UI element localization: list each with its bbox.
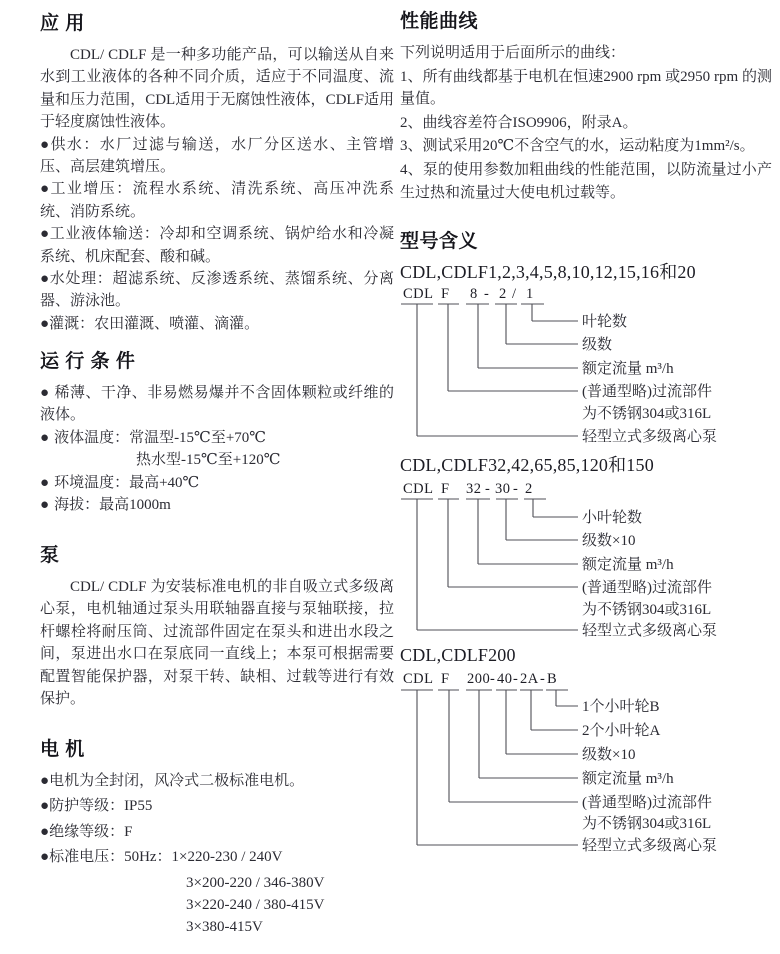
bullet-text: 液体温度：常温型-15℃至+70℃ — [54, 429, 267, 446]
model-code-part: - — [540, 671, 546, 687]
section-performance-curves — [400, 10, 772, 205]
bullet-icon: ● — [40, 849, 50, 866]
bullet-icon: ● — [40, 474, 50, 491]
application-intro: CDL/ CDLF 是一种多功能产品，可以输送从自来水到工业液体的各种不同介质，适应于不同温度、流量和压力范围，CDL适用于无腐蚀性液体，CDLF适用于轻度腐蚀性液体。 — [40, 47, 394, 131]
section-pump — [40, 544, 394, 710]
application-heading: 应 用 — [40, 13, 85, 34]
connector-lines — [401, 690, 578, 845]
model-label: 额定流量 m³/h — [582, 361, 674, 377]
application-bullet — [40, 268, 394, 313]
model-label: 级数 — [582, 337, 613, 353]
model-code-part: 1 — [526, 286, 534, 302]
model-label: 级数×10 — [582, 533, 636, 549]
model-label: (普通型略)过流部件 — [582, 795, 712, 811]
bullet-icon: ● — [40, 315, 50, 332]
bullet-icon: ● — [40, 226, 50, 243]
bullet-text: 标准电压：50Hz：1×220-230 / 240V — [49, 849, 283, 866]
bullet-text: 工业增压：流程水系统、清洗系统、高压冲洗系统、消防系统。 — [40, 181, 394, 220]
bullet-text: 电机为全封闭，风冷式二极标准电机。 — [49, 773, 305, 789]
model-label: 轻型立式多级离心泵 — [582, 429, 718, 445]
model-label: 为不锈钢304或316L — [582, 406, 712, 422]
bullet-icon: ● — [40, 271, 50, 288]
connector-lines — [401, 304, 578, 436]
model-code-part: 32 — [466, 481, 482, 497]
model-label: (普通型略)过流部件 — [582, 580, 712, 596]
model-code-part: CDL — [403, 671, 434, 687]
application-bullet — [40, 223, 394, 268]
motor-bullet — [40, 770, 394, 792]
section-motor — [40, 738, 394, 939]
motor-voltage-line: 3×220-240 / 380-415V — [186, 896, 325, 913]
motor-bullet — [40, 795, 394, 817]
model-code-part: - — [513, 481, 519, 497]
model-code-part: F — [441, 481, 450, 497]
section-model-designation — [400, 230, 772, 853]
application-bullet — [40, 134, 394, 179]
motor-bullet — [40, 846, 394, 868]
curves-intro: 下列说明适用于后面所示的曲线： — [400, 45, 626, 61]
model-code-part: 2 — [525, 481, 533, 497]
bullet-text: 水处理：超滤系统、反渗透系统、蒸馏系统、分离器、游泳池。 — [40, 271, 394, 310]
model-labels — [582, 698, 717, 853]
motor-voltage-line: 3×200-220 / 346-380V — [186, 874, 325, 891]
bullet-icon: ● — [40, 798, 50, 815]
operating-bullet — [40, 427, 394, 449]
bullet-text: 稀薄、干净、非易燃易爆并不含固体颗粒或纤维的液体。 — [40, 385, 394, 424]
bullet-icon: ● — [40, 385, 50, 401]
model-code-part: / — [512, 286, 517, 302]
section-operating-conditions — [40, 350, 394, 516]
model-label: 额定流量 m³/h — [582, 557, 674, 573]
model-labels — [582, 509, 717, 639]
model-code-part: - — [484, 286, 490, 302]
model-code-part: - — [490, 671, 496, 687]
model-code-part: 2 — [499, 286, 507, 302]
bullet-icon: ● — [40, 497, 50, 514]
operating-bullet — [40, 472, 394, 494]
model-code-diagram-3 — [400, 667, 772, 853]
model-label: 轻型立式多级离心泵 — [582, 838, 718, 853]
model-code-diagram-1 — [400, 284, 772, 449]
operating-bullet — [40, 382, 394, 427]
model-code-part: F — [441, 286, 450, 302]
model-code-part: - — [485, 481, 491, 497]
curve-note: 1、所有曲线都基于电机在恒速2900 rpm 或2950 rpm 的测量值。 — [400, 68, 772, 108]
section-application — [40, 12, 394, 335]
model-label: (普通型略)过流部件 — [582, 384, 712, 400]
bullet-text: 绝缘等级：F — [49, 823, 133, 840]
model-labels — [582, 313, 717, 445]
model-code-part: B — [547, 671, 558, 687]
model-group-title: CDL,CDLF1,2,3,4,5,8,10,12,15,16和20 — [400, 262, 696, 282]
motor-heading: 电 机 — [40, 739, 85, 760]
model-code-part: 40 — [497, 671, 513, 687]
model-code-part: 30 — [495, 481, 511, 497]
model-code-part: 8 — [470, 286, 478, 302]
operating-heading: 运 行 条 件 — [40, 351, 136, 372]
bullet-text: 防护等级：IP55 — [49, 798, 153, 815]
bullet-icon: ● — [40, 823, 50, 840]
model-code-part: CDL — [403, 286, 434, 302]
model-label: 为不锈钢304或316L — [582, 602, 712, 618]
model-label: 2个小叶轮A — [582, 723, 661, 739]
curve-note: 4、泵的使用参数加粗曲线的性能范围，以防流量过小产生过热和流量过大使电机过载等。 — [400, 161, 772, 201]
model-code-row — [403, 286, 534, 302]
model-label: 1个小叶轮B — [582, 699, 660, 715]
model-label: 叶轮数 — [582, 314, 628, 330]
operating-bullet — [40, 494, 394, 516]
model-code-row — [403, 481, 533, 497]
model-code-part: 2A — [520, 671, 539, 687]
bullet-icon: ● — [40, 181, 51, 198]
bullet-icon: ● — [40, 136, 51, 153]
curve-note: 2、曲线容差符合ISO9906，附录A。 — [400, 114, 638, 131]
curves-heading: 性能曲线 — [400, 11, 479, 32]
pump-body: CDL/ CDLF 为安装标准电机的非自吸立式多级离心泵，电机轴通过泵头用联轴器直接与泵轴联接，拉杆螺栓将耐压筒、过流部件固定在泵头和进出水段之间，泵进出水口在泵底同一直线上；本泵可根据需要配置智能保护器，对泵干转、缺相、过载等进行有效保护。 — [40, 579, 394, 708]
model-code-diagram-2 — [400, 477, 772, 639]
model-code-row — [403, 671, 557, 687]
bullet-text: 工业液体输送：冷却和空调系统、锅炉给水和冷凝系统、机床配套、酸和碱。 — [40, 226, 394, 265]
model-label: 为不锈钢304或316L — [582, 816, 712, 832]
bullet-text: 环境温度：最高+40℃ — [54, 474, 200, 491]
pump-heading: 泵 — [40, 545, 60, 566]
model-label: 轻型立式多级离心泵 — [582, 623, 718, 639]
model-code-part: F — [441, 671, 450, 687]
bullet-text: 灌溉：农田灌溉、喷灌、滴灌。 — [49, 315, 260, 332]
application-bullet — [40, 178, 394, 223]
model-label: 小叶轮数 — [582, 510, 643, 526]
motor-bullet — [40, 821, 394, 843]
operating-temp-line2: 热水型-15℃至+120℃ — [136, 452, 281, 469]
model-code-part: 200 — [467, 671, 491, 687]
bullet-text: 供水：水厂过滤与输送，水厂分区送水、主管增压、高层建筑增压。 — [40, 136, 394, 176]
connector-lines — [401, 499, 578, 630]
model-heading: 型号含义 — [400, 231, 479, 252]
motor-voltage-line: 3×380-415V — [186, 919, 263, 936]
model-label: 额定流量 m³/h — [582, 771, 674, 787]
model-label: 级数×10 — [582, 747, 636, 763]
curve-note: 3、测试采用20℃不含空气的水，运动粘度为1mm²/s。 — [400, 138, 755, 155]
application-bullet — [40, 313, 394, 335]
model-code-part: CDL — [403, 481, 434, 497]
model-code-part: - — [513, 671, 519, 687]
bullet-text: 海拔：最高1000m — [54, 497, 171, 514]
bullet-icon: ● — [40, 773, 50, 789]
bullet-icon: ● — [40, 429, 50, 446]
model-group-title: CDL,CDLF32,42,65,85,120和150 — [400, 455, 654, 475]
model-group-title: CDL,CDLF200 — [400, 645, 516, 665]
